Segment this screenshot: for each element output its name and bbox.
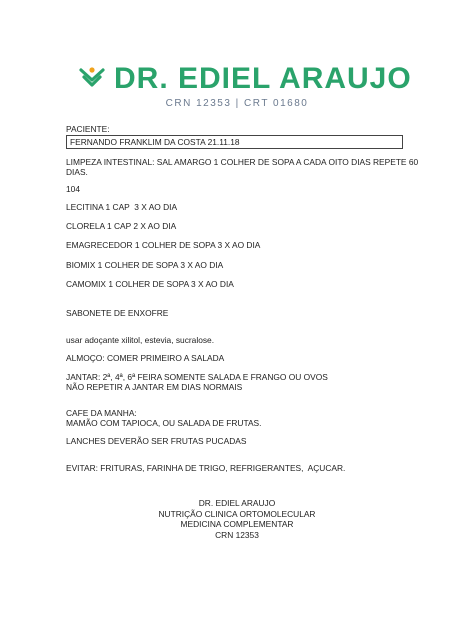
text-line: LIMPEZA INTESTINAL: SAL AMARGO 1 COLHER DE SOPA A CADA OITO DIAS REPETE 60 bbox=[66, 157, 419, 167]
text-line: EMAGRECEDOR 1 COLHER DE SOPA 3 X AO DIA bbox=[66, 240, 261, 250]
signature-block bbox=[0, 498, 474, 540]
text-line: BIOMIX 1 COLHER DE SOPA 3 X AO DIA bbox=[66, 260, 224, 270]
leaf-check-icon bbox=[78, 66, 106, 92]
text-line: NÃO REPETIR A JANTAR EM DIAS NORMAIS bbox=[66, 382, 243, 392]
text-line: 104 bbox=[66, 184, 80, 194]
text-line: SABONETE DE ENXOFRE bbox=[66, 308, 169, 318]
text-line: CAMOMIX 1 COLHER DE SOPA 3 X AO DIA bbox=[66, 279, 234, 289]
text-line: DIAS. bbox=[66, 167, 88, 177]
logo bbox=[78, 64, 412, 94]
patient-name-box: FERNANDO FRANKLIM DA COSTA 21.11.18 bbox=[66, 135, 403, 149]
text-line: JANTAR: 2ª, 4ª, 6ª FEIRA SOMENTE SALADA E FRANGO OU OVOS bbox=[66, 372, 328, 382]
signature-line: MEDICINA COMPLEMENTAR bbox=[180, 519, 294, 529]
text-line: CAFE DA MANHA: bbox=[66, 408, 137, 418]
text-line: LECITINA 1 CAP 3 X AO DIA bbox=[66, 202, 178, 212]
patient-label: PACIENTE: bbox=[66, 124, 110, 134]
text-line: ALMOÇO: COMER PRIMEIRO A SALADA bbox=[66, 353, 225, 363]
text-line: MAMÃO COM TAPIOCA, OU SALADA DE FRUTAS. bbox=[66, 418, 262, 428]
text-line: EVITAR: FRITURAS, FARINHA DE TRIGO, REFRIGERANTES, AÇUCAR. bbox=[66, 463, 346, 473]
signature-line: CRN 12353 bbox=[215, 529, 259, 540]
signature-line: NUTRIÇÃO CLINICA ORTOMOLECULAR bbox=[158, 508, 316, 519]
doctor-name-logo: DR. EDIEL ARAUJO bbox=[114, 62, 412, 95]
registration-numbers: CRN 12353 | CRT 01680 bbox=[165, 98, 309, 109]
text-line: CLORELA 1 CAP 2 X AO DIA bbox=[66, 221, 177, 231]
text-line: usar adoçante xilitol, estevia, sucralose. bbox=[66, 335, 215, 345]
text-line: LANCHES DEVERÃO SER FRUTAS PUCADAS bbox=[66, 436, 247, 446]
letterhead bbox=[0, 58, 474, 118]
signature-line: DR. EDIEL ARAUJO bbox=[198, 498, 276, 508]
